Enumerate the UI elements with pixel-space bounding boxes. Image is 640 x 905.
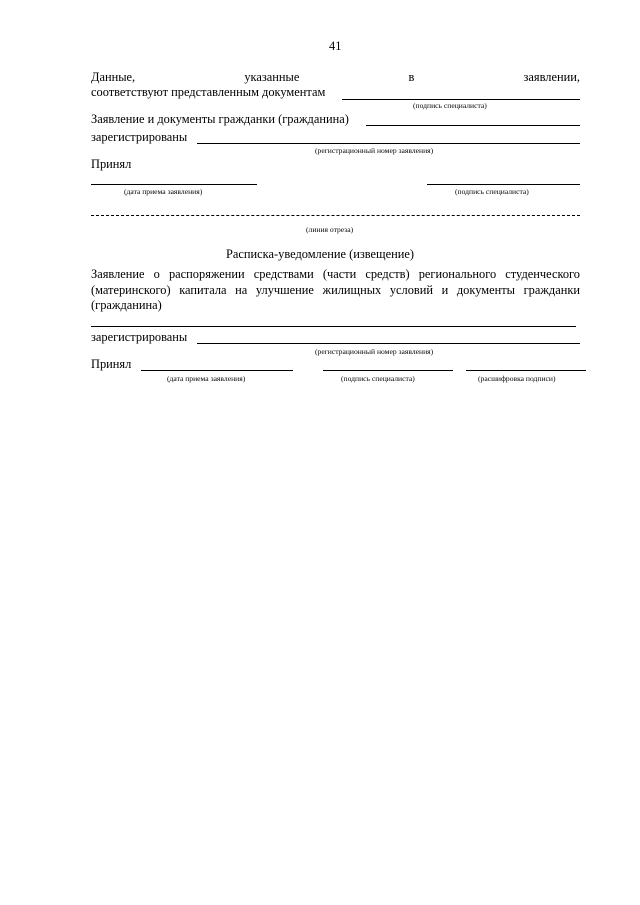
acceptance-date-label-2: (дата приема заявления) bbox=[167, 374, 246, 383]
word: заявлении, bbox=[523, 70, 580, 84]
accepted-label-2: Принял bbox=[91, 357, 132, 371]
word: в bbox=[408, 70, 415, 84]
word: Данные, bbox=[91, 70, 136, 84]
registration-number-label: (регистрационный номер заявления) bbox=[315, 146, 434, 155]
acceptance-date-label: (дата приема заявления) bbox=[124, 187, 203, 196]
specialist-signature-label-3: (подпись специалиста) bbox=[341, 374, 415, 383]
registered-label-2: зарегистрированы bbox=[91, 330, 188, 344]
registration-number-field[interactable] bbox=[197, 143, 580, 144]
acceptance-date-field-2[interactable] bbox=[141, 370, 293, 371]
applicant-statement: Заявление и документы гражданки (гражданина) bbox=[91, 112, 349, 126]
applicant-name-field[interactable] bbox=[366, 125, 580, 126]
receipt-title: Расписка-уведомление (извещение) bbox=[226, 247, 414, 261]
specialist-signature-field-3[interactable] bbox=[323, 370, 453, 371]
registration-number-field-2[interactable] bbox=[197, 343, 580, 344]
specialist-signature-field-2[interactable] bbox=[427, 184, 580, 185]
receipt-paragraph: Заявление о распоряжении средствами (части средств) регионального студенческого (материнского) капитала на улучшение жилищных условий и документы гражданки (гражданина) bbox=[91, 267, 580, 312]
cut-line bbox=[91, 215, 580, 216]
word: указанные bbox=[244, 70, 300, 84]
specialist-signature-field[interactable] bbox=[342, 99, 580, 100]
applicant-name-field-2[interactable] bbox=[91, 326, 576, 327]
accepted-label: Принял bbox=[91, 157, 132, 171]
registration-number-label-2: (регистрационный номер заявления) bbox=[315, 347, 434, 356]
specialist-signature-label: (подпись специалиста) bbox=[413, 101, 487, 110]
specialist-signature-label-2: (подпись специалиста) bbox=[455, 187, 529, 196]
registered-label: зарегистрированы bbox=[91, 130, 188, 144]
acceptance-date-field[interactable] bbox=[91, 184, 257, 185]
page-number: 41 bbox=[329, 39, 342, 53]
correspond-text: соответствуют представленным документам bbox=[91, 85, 326, 99]
signature-decoding-field[interactable] bbox=[466, 370, 586, 371]
cut-line-label: (линия отреза) bbox=[306, 225, 354, 234]
signature-decoding-label: (расшифровка подписи) bbox=[478, 374, 556, 383]
data-statement-line bbox=[91, 70, 580, 85]
